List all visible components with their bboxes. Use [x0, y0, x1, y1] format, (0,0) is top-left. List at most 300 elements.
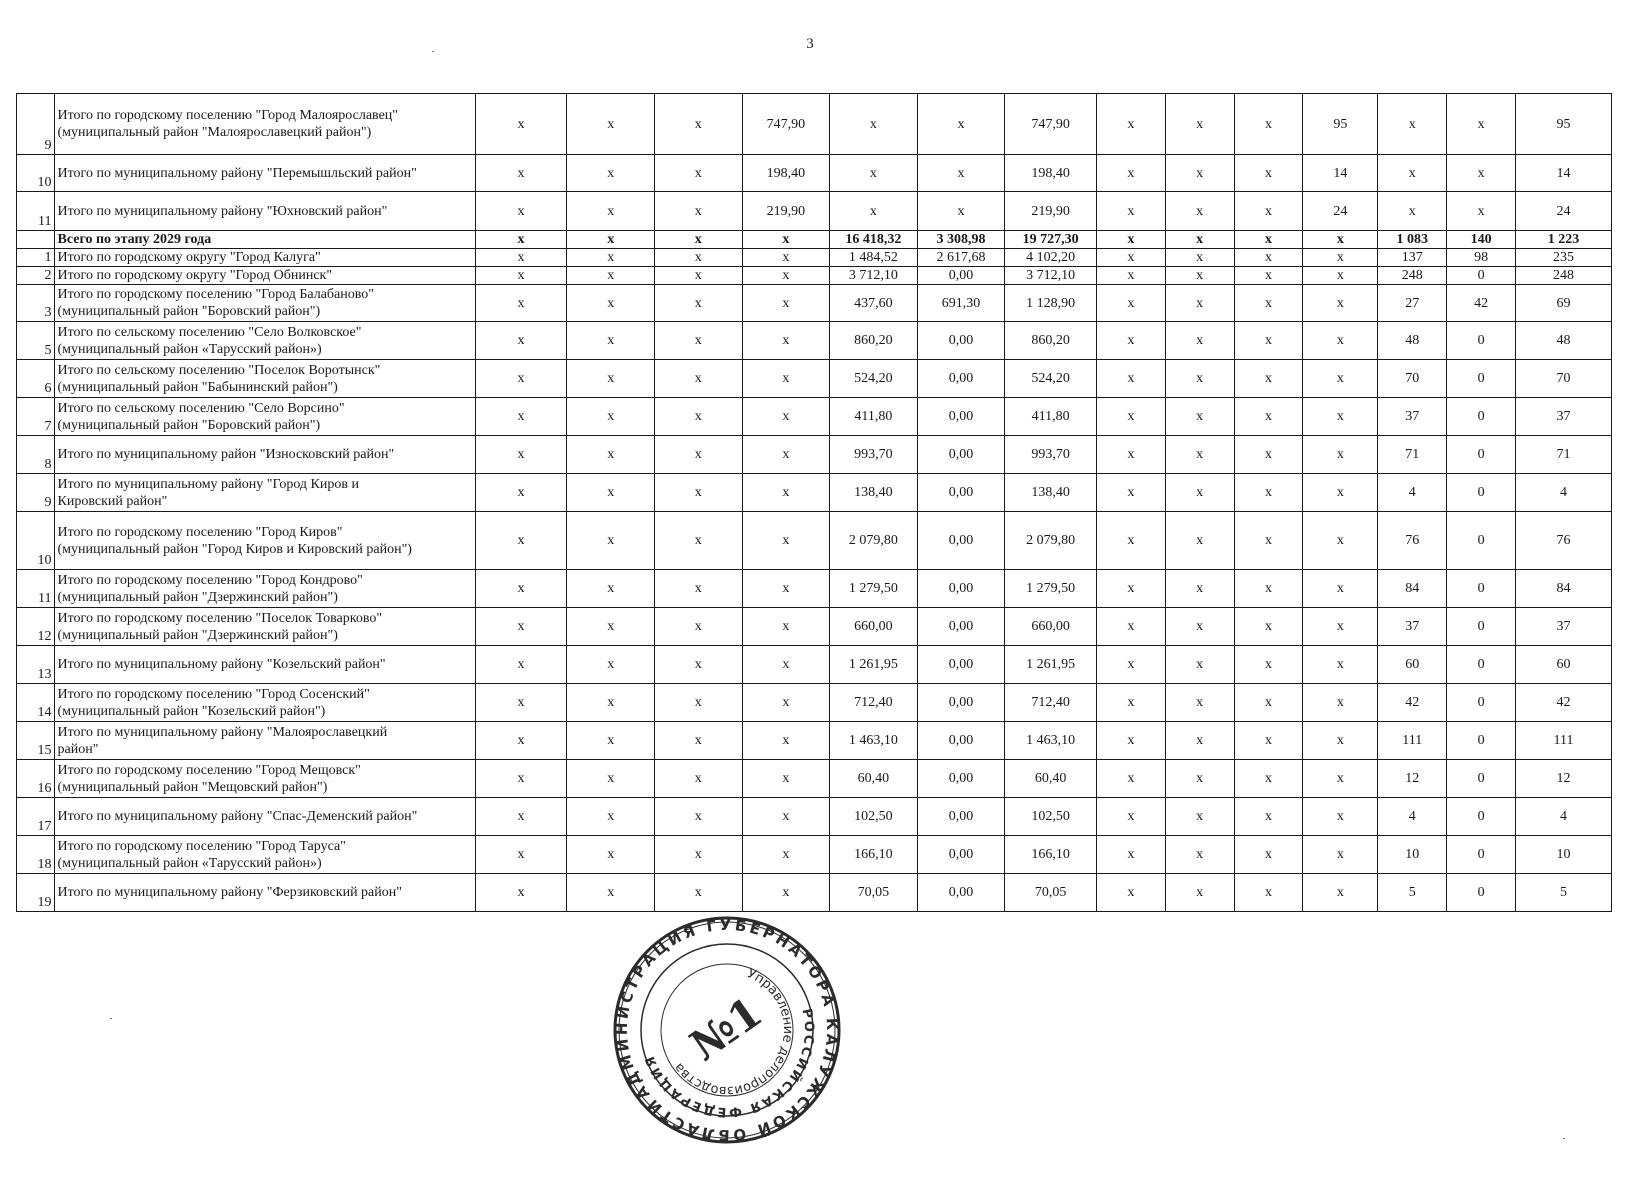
cell-c6: x	[917, 94, 1005, 155]
cell-c2: x	[567, 874, 655, 912]
cell-c10: x	[1234, 474, 1303, 512]
cell-c2: x	[567, 798, 655, 836]
table-row	[17, 512, 1612, 570]
cell-c6: 0,00	[917, 760, 1005, 798]
cell-c5: 524,20	[830, 360, 918, 398]
cell-c3: x	[654, 231, 742, 249]
row-number: 19	[17, 874, 55, 912]
cell-c13: 0	[1447, 874, 1516, 912]
cell-c11: x	[1303, 474, 1378, 512]
cell-c13: 98	[1447, 249, 1516, 267]
cell-c6: 0,00	[917, 722, 1005, 760]
scan-speck	[432, 51, 434, 52]
cell-c7: 1 279,50	[1005, 570, 1097, 608]
cell-c8: x	[1096, 155, 1165, 192]
cell-c4: x	[742, 285, 830, 322]
cell-c11: x	[1303, 249, 1378, 267]
cell-c7: 2 079,80	[1005, 512, 1097, 570]
cell-c2: x	[567, 322, 655, 360]
cell-c4: x	[742, 722, 830, 760]
cell-c10: x	[1234, 267, 1303, 285]
cell-c14: 60	[1515, 646, 1611, 684]
cell-c5: 993,70	[830, 436, 918, 474]
cell-c12: 137	[1378, 249, 1447, 267]
cell-c14: 37	[1515, 608, 1611, 646]
cell-c6: 0,00	[917, 684, 1005, 722]
row-name: Итого по городскому поселению "Город Сосенский" (муниципальный район "Козельский район")	[54, 684, 475, 722]
cell-c9: x	[1165, 249, 1234, 267]
row-number: 6	[17, 360, 55, 398]
row-number	[17, 231, 55, 249]
row-name: Итого по городскому поселению "Город Киров" (муниципальный район "Город Киров и Кировский район")	[54, 512, 475, 570]
row-number: 7	[17, 398, 55, 436]
cell-c11: x	[1303, 398, 1378, 436]
cell-c9: x	[1165, 231, 1234, 249]
cell-c8: x	[1096, 646, 1165, 684]
row-number: 13	[17, 646, 55, 684]
cell-c12: 12	[1378, 760, 1447, 798]
row-name: Итого по городскому округу "Город Калуга"	[54, 249, 475, 267]
cell-c4: x	[742, 249, 830, 267]
cell-c13: 0	[1447, 570, 1516, 608]
cell-c10: x	[1234, 322, 1303, 360]
cell-c3: x	[654, 608, 742, 646]
row-name: Итого по городскому поселению "Город Таруса" (муниципальный район «Тарусский район»)	[54, 836, 475, 874]
cell-c7: 138,40	[1005, 474, 1097, 512]
cell-c4: 747,90	[742, 94, 830, 155]
cell-c12: 248	[1378, 267, 1447, 285]
cell-c12: 5	[1378, 874, 1447, 912]
cell-c6: 0,00	[917, 836, 1005, 874]
row-number: 11	[17, 570, 55, 608]
cell-c1: x	[475, 474, 567, 512]
table-row	[17, 436, 1612, 474]
cell-c14: 1 223	[1515, 231, 1611, 249]
cell-c13: 0	[1447, 798, 1516, 836]
cell-c10: x	[1234, 722, 1303, 760]
cell-c7: 860,20	[1005, 322, 1097, 360]
row-number: 18	[17, 836, 55, 874]
cell-c7: 198,40	[1005, 155, 1097, 192]
cell-c4: 219,90	[742, 192, 830, 231]
cell-c8: x	[1096, 94, 1165, 155]
cell-c9: x	[1165, 474, 1234, 512]
cell-c9: x	[1165, 436, 1234, 474]
cell-c13: 0	[1447, 722, 1516, 760]
cell-c1: x	[475, 436, 567, 474]
row-number: 10	[17, 155, 55, 192]
cell-c13: 0	[1447, 512, 1516, 570]
cell-c4: x	[742, 798, 830, 836]
row-number: 10	[17, 512, 55, 570]
cell-c5: 102,50	[830, 798, 918, 836]
data-table	[16, 93, 1612, 912]
cell-c11: x	[1303, 684, 1378, 722]
cell-c4: x	[742, 760, 830, 798]
cell-c7: 102,50	[1005, 798, 1097, 836]
cell-c3: x	[654, 760, 742, 798]
row-name: Итого по муниципальному район "Износковский район"	[54, 436, 475, 474]
table-row	[17, 285, 1612, 322]
scan-speck	[110, 1018, 112, 1019]
cell-c7: 4 102,20	[1005, 249, 1097, 267]
cell-c10: x	[1234, 249, 1303, 267]
row-number: 5	[17, 322, 55, 360]
cell-c5: 712,40	[830, 684, 918, 722]
cell-c3: x	[654, 322, 742, 360]
cell-c13: 140	[1447, 231, 1516, 249]
cell-c3: x	[654, 570, 742, 608]
cell-c9: x	[1165, 398, 1234, 436]
cell-c9: x	[1165, 722, 1234, 760]
cell-c10: x	[1234, 360, 1303, 398]
cell-c8: x	[1096, 285, 1165, 322]
cell-c13: 0	[1447, 267, 1516, 285]
cell-c9: x	[1165, 360, 1234, 398]
cell-c6: 0,00	[917, 798, 1005, 836]
cell-c6: 0,00	[917, 608, 1005, 646]
cell-c14: 24	[1515, 192, 1611, 231]
cell-c9: x	[1165, 798, 1234, 836]
cell-c6: 0,00	[917, 322, 1005, 360]
cell-c13: 0	[1447, 474, 1516, 512]
cell-c1: x	[475, 608, 567, 646]
row-number: 11	[17, 192, 55, 231]
cell-c10: x	[1234, 570, 1303, 608]
cell-c4: x	[742, 231, 830, 249]
cell-c7: 19 727,30	[1005, 231, 1097, 249]
cell-c2: x	[567, 249, 655, 267]
table-row	[17, 874, 1612, 912]
cell-c2: x	[567, 608, 655, 646]
cell-c11: x	[1303, 436, 1378, 474]
seal-inner-text: Управление делопроизводства	[671, 966, 796, 1099]
cell-c11: x	[1303, 322, 1378, 360]
cell-c5: 1 463,10	[830, 722, 918, 760]
cell-c12: 48	[1378, 322, 1447, 360]
cell-c8: x	[1096, 722, 1165, 760]
cell-c1: x	[475, 760, 567, 798]
cell-c11: x	[1303, 798, 1378, 836]
cell-c4: x	[742, 436, 830, 474]
cell-c13: 0	[1447, 760, 1516, 798]
cell-c12: 76	[1378, 512, 1447, 570]
cell-c4: x	[742, 474, 830, 512]
table-row	[17, 684, 1612, 722]
cell-c11: x	[1303, 267, 1378, 285]
cell-c7: 712,40	[1005, 684, 1097, 722]
cell-c6: 0,00	[917, 398, 1005, 436]
cell-c5: 1 279,50	[830, 570, 918, 608]
cell-c1: x	[475, 646, 567, 684]
official-seal	[612, 915, 842, 1145]
cell-c10: x	[1234, 436, 1303, 474]
cell-c4: x	[742, 836, 830, 874]
cell-c14: 14	[1515, 155, 1611, 192]
cell-c8: x	[1096, 874, 1165, 912]
row-name: Итого по муниципальному району "Ферзиковский район"	[54, 874, 475, 912]
seal-outer-text: АДМИНИСТРАЦИЯ ГУБЕРНАТОРА КАЛУЖСКОЙ ОБЛАСТИ	[612, 915, 842, 1145]
table-total-row	[17, 231, 1612, 249]
row-name: Итого по городскому поселению "Город Мещовск" (муниципальный район "Мещовский район")	[54, 760, 475, 798]
cell-c1: x	[475, 155, 567, 192]
cell-c5: 166,10	[830, 836, 918, 874]
cell-c11: x	[1303, 874, 1378, 912]
cell-c9: x	[1165, 155, 1234, 192]
cell-c12: 4	[1378, 474, 1447, 512]
row-name: Итого по муниципальному району "Юхновский район"	[54, 192, 475, 231]
cell-c7: 524,20	[1005, 360, 1097, 398]
cell-c2: x	[567, 512, 655, 570]
cell-c2: x	[567, 192, 655, 231]
cell-c12: 37	[1378, 608, 1447, 646]
cell-c13: x	[1447, 155, 1516, 192]
cell-c3: x	[654, 398, 742, 436]
cell-c12: 70	[1378, 360, 1447, 398]
cell-c11: x	[1303, 285, 1378, 322]
cell-c8: x	[1096, 231, 1165, 249]
cell-c14: 95	[1515, 94, 1611, 155]
row-number: 2	[17, 267, 55, 285]
cell-c8: x	[1096, 512, 1165, 570]
cell-c3: x	[654, 360, 742, 398]
table-row	[17, 760, 1612, 798]
table-row	[17, 836, 1612, 874]
cell-c6: 0,00	[917, 570, 1005, 608]
cell-c12: 42	[1378, 684, 1447, 722]
cell-c13: x	[1447, 192, 1516, 231]
row-name: Итого по сельскому поселению "Село Ворсино" (муниципальный район "Боровский район")	[54, 398, 475, 436]
cell-c13: 0	[1447, 360, 1516, 398]
row-number: 9	[17, 474, 55, 512]
cell-c11: x	[1303, 360, 1378, 398]
cell-c5: 16 418,32	[830, 231, 918, 249]
cell-c1: x	[475, 836, 567, 874]
cell-c11: x	[1303, 570, 1378, 608]
cell-c4: x	[742, 360, 830, 398]
cell-c8: x	[1096, 760, 1165, 798]
table-row	[17, 249, 1612, 267]
table-row	[17, 322, 1612, 360]
cell-c7: 219,90	[1005, 192, 1097, 231]
cell-c4: x	[742, 267, 830, 285]
cell-c2: x	[567, 360, 655, 398]
cell-c4: x	[742, 646, 830, 684]
row-name: Итого по сельскому поселению "Поселок Воротынск" (муниципальный район "Бабынинский район")	[54, 360, 475, 398]
cell-c14: 37	[1515, 398, 1611, 436]
cell-c8: x	[1096, 436, 1165, 474]
cell-c5: 660,00	[830, 608, 918, 646]
cell-c8: x	[1096, 836, 1165, 874]
cell-c1: x	[475, 249, 567, 267]
cell-c11: 95	[1303, 94, 1378, 155]
cell-c14: 12	[1515, 760, 1611, 798]
cell-c4: x	[742, 512, 830, 570]
cell-c8: x	[1096, 798, 1165, 836]
row-number: 3	[17, 285, 55, 322]
cell-c12: 111	[1378, 722, 1447, 760]
table-row	[17, 360, 1612, 398]
row-name: Всего по этапу 2029 года	[54, 231, 475, 249]
table-row	[17, 267, 1612, 285]
table-row	[17, 570, 1612, 608]
cell-c7: 1 463,10	[1005, 722, 1097, 760]
cell-c14: 48	[1515, 322, 1611, 360]
cell-c12: 37	[1378, 398, 1447, 436]
row-number: 16	[17, 760, 55, 798]
cell-c2: x	[567, 722, 655, 760]
cell-c2: x	[567, 570, 655, 608]
cell-c10: x	[1234, 512, 1303, 570]
cell-c9: x	[1165, 192, 1234, 231]
cell-c9: x	[1165, 94, 1234, 155]
cell-c10: x	[1234, 836, 1303, 874]
cell-c5: x	[830, 94, 918, 155]
scan-speck	[1563, 1138, 1565, 1139]
cell-c8: x	[1096, 684, 1165, 722]
cell-c1: x	[475, 512, 567, 570]
cell-c14: 248	[1515, 267, 1611, 285]
row-name: Итого по городскому поселению "Поселок Товарково" (муниципальный район "Дзержинский район")	[54, 608, 475, 646]
cell-c10: x	[1234, 155, 1303, 192]
cell-c13: 0	[1447, 684, 1516, 722]
cell-c2: x	[567, 94, 655, 155]
cell-c14: 70	[1515, 360, 1611, 398]
cell-c6: 0,00	[917, 512, 1005, 570]
cell-c13: 0	[1447, 398, 1516, 436]
cell-c3: x	[654, 267, 742, 285]
cell-c6: 0,00	[917, 436, 1005, 474]
cell-c8: x	[1096, 192, 1165, 231]
cell-c9: x	[1165, 512, 1234, 570]
cell-c8: x	[1096, 360, 1165, 398]
cell-c1: x	[475, 267, 567, 285]
row-name: Итого по муниципальному району "Козельский район"	[54, 646, 475, 684]
cell-c6: 2 617,68	[917, 249, 1005, 267]
cell-c2: x	[567, 398, 655, 436]
cell-c12: 10	[1378, 836, 1447, 874]
cell-c4: 198,40	[742, 155, 830, 192]
row-name: Итого по муниципальному району "Спас-Деменский район"	[54, 798, 475, 836]
cell-c13: 0	[1447, 836, 1516, 874]
cell-c10: x	[1234, 398, 1303, 436]
cell-c1: x	[475, 874, 567, 912]
cell-c6: x	[917, 192, 1005, 231]
table-row	[17, 192, 1612, 231]
cell-c14: 69	[1515, 285, 1611, 322]
cell-c5: 2 079,80	[830, 512, 918, 570]
cell-c13: 0	[1447, 436, 1516, 474]
seal-center-number: №1	[681, 987, 771, 1071]
table-row	[17, 722, 1612, 760]
cell-c1: x	[475, 570, 567, 608]
cell-c5: 70,05	[830, 874, 918, 912]
cell-c5: 1 484,52	[830, 249, 918, 267]
table-row	[17, 798, 1612, 836]
cell-c14: 4	[1515, 474, 1611, 512]
cell-c5: 437,60	[830, 285, 918, 322]
cell-c3: x	[654, 512, 742, 570]
cell-c2: x	[567, 155, 655, 192]
cell-c4: x	[742, 398, 830, 436]
cell-c6: 0,00	[917, 474, 1005, 512]
cell-c2: x	[567, 474, 655, 512]
cell-c7: 3 712,10	[1005, 267, 1097, 285]
cell-c10: x	[1234, 285, 1303, 322]
row-name: Итого по городскому поселению "Город Малоярославец" (муниципальный район "Малоярославецкий район")	[54, 94, 475, 155]
cell-c2: x	[567, 285, 655, 322]
row-number: 14	[17, 684, 55, 722]
cell-c12: 27	[1378, 285, 1447, 322]
cell-c11: 14	[1303, 155, 1378, 192]
table-row	[17, 94, 1612, 155]
cell-c3: x	[654, 285, 742, 322]
cell-c7: 166,10	[1005, 836, 1097, 874]
cell-c12: 84	[1378, 570, 1447, 608]
row-name: Итого по городскому округу "Город Обнинск"	[54, 267, 475, 285]
cell-c1: x	[475, 798, 567, 836]
page-number: 3	[806, 36, 814, 52]
cell-c8: x	[1096, 267, 1165, 285]
cell-c2: x	[567, 684, 655, 722]
cell-c3: x	[654, 155, 742, 192]
cell-c12: 60	[1378, 646, 1447, 684]
cell-c10: x	[1234, 874, 1303, 912]
row-number: 1	[17, 249, 55, 267]
cell-c12: x	[1378, 192, 1447, 231]
cell-c10: x	[1234, 646, 1303, 684]
cell-c9: x	[1165, 836, 1234, 874]
cell-c12: 71	[1378, 436, 1447, 474]
cell-c3: x	[654, 874, 742, 912]
cell-c1: x	[475, 322, 567, 360]
cell-c3: x	[654, 94, 742, 155]
cell-c9: x	[1165, 322, 1234, 360]
cell-c6: 3 308,98	[917, 231, 1005, 249]
row-number: 9	[17, 94, 55, 155]
cell-c3: x	[654, 684, 742, 722]
cell-c7: 747,90	[1005, 94, 1097, 155]
cell-c4: x	[742, 322, 830, 360]
cell-c3: x	[654, 836, 742, 874]
cell-c14: 5	[1515, 874, 1611, 912]
cell-c6: 0,00	[917, 874, 1005, 912]
cell-c1: x	[475, 398, 567, 436]
cell-c13: 0	[1447, 646, 1516, 684]
row-name: Итого по сельскому поселению "Село Волковское" (муниципальный район «Тарусский район»)	[54, 322, 475, 360]
cell-c13: x	[1447, 94, 1516, 155]
cell-c1: x	[475, 231, 567, 249]
cell-c14: 76	[1515, 512, 1611, 570]
cell-c14: 235	[1515, 249, 1611, 267]
cell-c14: 71	[1515, 436, 1611, 474]
cell-c3: x	[654, 436, 742, 474]
cell-c9: x	[1165, 684, 1234, 722]
cell-c1: x	[475, 192, 567, 231]
cell-c13: 0	[1447, 608, 1516, 646]
cell-c12: 4	[1378, 798, 1447, 836]
cell-c8: x	[1096, 608, 1165, 646]
cell-c14: 111	[1515, 722, 1611, 760]
row-number: 8	[17, 436, 55, 474]
cell-c2: x	[567, 231, 655, 249]
cell-c7: 411,80	[1005, 398, 1097, 436]
cell-c9: x	[1165, 285, 1234, 322]
cell-c11: x	[1303, 722, 1378, 760]
cell-c4: x	[742, 608, 830, 646]
cell-c5: 3 712,10	[830, 267, 918, 285]
cell-c4: x	[742, 684, 830, 722]
